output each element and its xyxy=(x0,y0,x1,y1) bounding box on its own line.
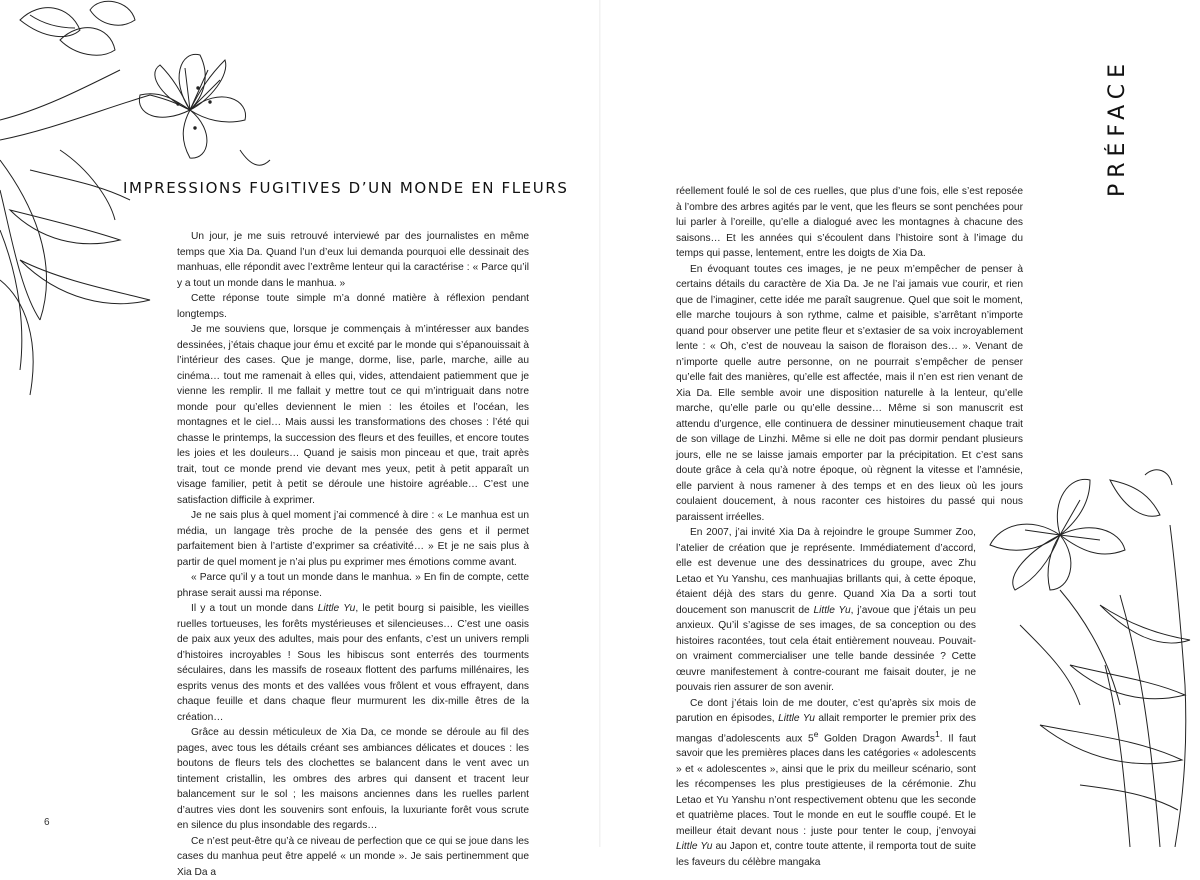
paragraph: Je me souviens que, lorsque je commençais à m’intéresser aux bandes dessinées, j’étais chaque jour ému et excité par le monde qui s’épanouissait à l’intérieur des cases. Que je mange, dorme, lise, parle, marche, aille au cinéma… tout me ramenait à elles qui, vides, attendaient patiemment que je vienne les remplir. Il me fallait y mettre tout ce qui m’intriguait dans notre monde pour qu’elles deviennent le mien : les étoiles et l’océan, les montagnes et le ciel… Mais aussi les transformations des choses : l’été qui chasse le printemps, la succession des fleurs et des feuilles, et encore toutes les joies et les douleurs… Quand je saisis mon pinceau et que, trait après trait, tout ce monde prend vie devant mes yeux, petit à petit apparaît un visage familier, petit à petit se déroule une histoire agréable… C’est une satisfaction difficile à exprimer. xyxy=(177,322,529,508)
paragraph: Ce n’est peut-être qu’à ce niveau de perfection que ce qui se joue dans les cases du manhua peut être appelé « un monde ». Je sais pertinemment que Xia Da a xyxy=(177,834,529,880)
book-title: Little Yu xyxy=(778,713,815,724)
page-number: 6 xyxy=(44,817,50,828)
book-title: Little Yu xyxy=(676,841,712,852)
paragraph: En 2007, j’ai invité Xia Da à rejoindre le groupe Summer Zoo, l’atelier de création que je représente. Immédiatement d’accord, elle est devenue une des dessinatrices du groupe, avec Zhu Letao et Yu Yanshu, ces manhuajias brillants qui, à cette époque, étaient déjà des stars du genre. Quand Xia Da a sorti tout doucement son manuscrit de Little Yu, j’avoue que j’étais un peu anxieux. Qu’il s’agisse de ses images, de sa conception ou des histoires racontées, tout cela était entièrement nouveau. Pouvait-on vraiment commercialiser une telle bande dessinée ? Cette œuvre manifestement à contre-courant me faisait douter, je ne pouvais rien assurer de son avenir. xyxy=(676,525,976,696)
section-label-vertical: PRÉFACE xyxy=(1105,58,1130,197)
paragraph: Ce dont j’étais loin de me douter, c’est qu’après six mois de parution en épisodes, Little Yu allait remporter le premier prix des mangas d’adolescents aux 5e Golden Dragon Awards$^1$. Il faut savoir que les premières places dans les catégories « adolescents » et « adolescentes », ainsi que le prix du meilleur scénario, sont les récompenses les plus prestigieuses de la cérémonie. Zhu Letao et Yu Yanshu n’ont respectivement obtenu que les seconde et quatrième places. Tout le monde en eut le souffle coupé. Et le meilleur était devant nous : juste pour tenter le coup, j’envoyai Little Yu au Japon et, contre toute attente, il remporta tout de suite les faveurs du célèbre mangaka xyxy=(676,696,976,871)
paragraph: Il y a tout un monde dans Little Yu, le petit bourg si paisible, les vieilles ruelles tortueuses, les forêts mystérieuses et silencieuses… C’est une oasis de paix aux yeux des adultes, mais pour des enfants, c’est un univers rempli d’histoires incroyables ! Sous les hibiscus sont enterrés des tourments séculaires, dans les massifs de roseaux flottent des parfums millénaires, les esprits venus des monts et des vallées vous frôlent et vous effrayent, dans chaque feuille et dans chaque fleur murmurent les dix-mille êtres de la création… xyxy=(177,601,529,725)
paragraph: Un jour, je me suis retrouvé interviewé par des journalistes en même temps que Xia Da. Quand l’un d’eux lui demanda pourquoi elle dessinait des manhuas, elle répondit avec l’extrême lenteur qui la caractérise : « Parce qu’il y a tout un monde dans le manhua. » xyxy=(177,229,529,291)
book-title: Little Yu xyxy=(813,605,850,616)
paragraph: Grâce au dessin méticuleux de Xia Da, ce monde se déroule au fil des pages, avec tous les détails créant ses ambiances délicates et douces : les boutons de fleurs tels des clochettes se balancent dans le vent avec un tintement cristallin, les ombres des arbres qui dansent et tracent leur balancement sur le sol ; les maisons anciennes dans les ruelles parlent d’autres vies dont les souvenirs sont enfouis, la luxuriante forêt vous scrute en silence du plus insondable des regards… xyxy=(177,725,529,834)
paragraph: Je ne sais plus à quel moment j’ai commencé à dire : « Le manhua est un média, un langage très proche de la pensée des gens et il permet parfaitement bien à l’artiste d’exprimer sa créativité… » Et je ne sais plus à partir de quel moment je n’ai plus pu exprimer mes émotions comme avant. xyxy=(177,508,529,570)
footnote-marker: 1 xyxy=(935,729,940,739)
paragraph: Cette réponse toute simple m’a donné matière à réflexion pendant longtemps. xyxy=(177,291,529,322)
right-page-column xyxy=(676,184,1023,870)
chapter-title: IMPRESSIONS FUGITIVES D’UN MONDE EN FLEURS xyxy=(123,179,543,197)
page-gutter xyxy=(599,0,601,847)
paragraph: « Parce qu’il y a tout un monde dans le manhua. » En fin de compte, cette phrase serait aussi ma réponse. xyxy=(177,570,529,601)
superscript: e xyxy=(814,729,819,739)
paragraph: En évoquant toutes ces images, je ne peux m’empêcher de penser à certains détails du caractère de Xia Da. Je ne l’ai jamais vue courir, et rien que de l’imaginer, cette idée me paraît saugrenue. Quel que soit le moment, elle marche toujours à son rythme, calme et paisible, s’arrêtant n’importe quand pour observer une petite fleur et s’extasier de sa voix incroyablement lente : « Oh, c’est de nouveau la saison de floraison des… ». Venant de n’importe quelle autre personne, on ne pourrait s’empêcher de penser qu’elle fait des manières, qu’elle est affectée, mais il n’en est rien venant de Xia Da. Elle semble avoir une disposition naturelle à la lenteur, qu’elle marche, qu’elle parle ou qu’elle dessine… Même si son manuscrit est attendu d’urgence, elle continuera de dessiner minutieusement chaque trait de son village de Linzhi. Même si elle ne doit pas dormir pendant plusieurs jours, elle ne se laisse jamais emporter par la précipitation. Et c’est sans doute grâce à cela qu’à notre époque, où règnent la vitesse et l’amnésie, elle parvient à nous ramener à des temps et en des lieux où les jours coulaient doucement, à nous raconter ces histoires du passé qui nous paraissent irréelles. xyxy=(676,262,1023,526)
left-page-column xyxy=(177,229,529,880)
paragraph: réellement foulé le sol de ces ruelles, que plus d’une fois, elle s’est reposée à l’ombre des arbres agités par le vent, que les fleurs se sont penchées pour lui parler à l’oreille, qu’elle a dialogué avec les montagnes à chacune des saisons… Et les années qui s’écoulent dans l’histoire sont à l’image du temps qui passe, lentement, entre les doigts de Xia Da. xyxy=(676,184,1023,262)
book-title: Little Yu xyxy=(318,603,356,614)
